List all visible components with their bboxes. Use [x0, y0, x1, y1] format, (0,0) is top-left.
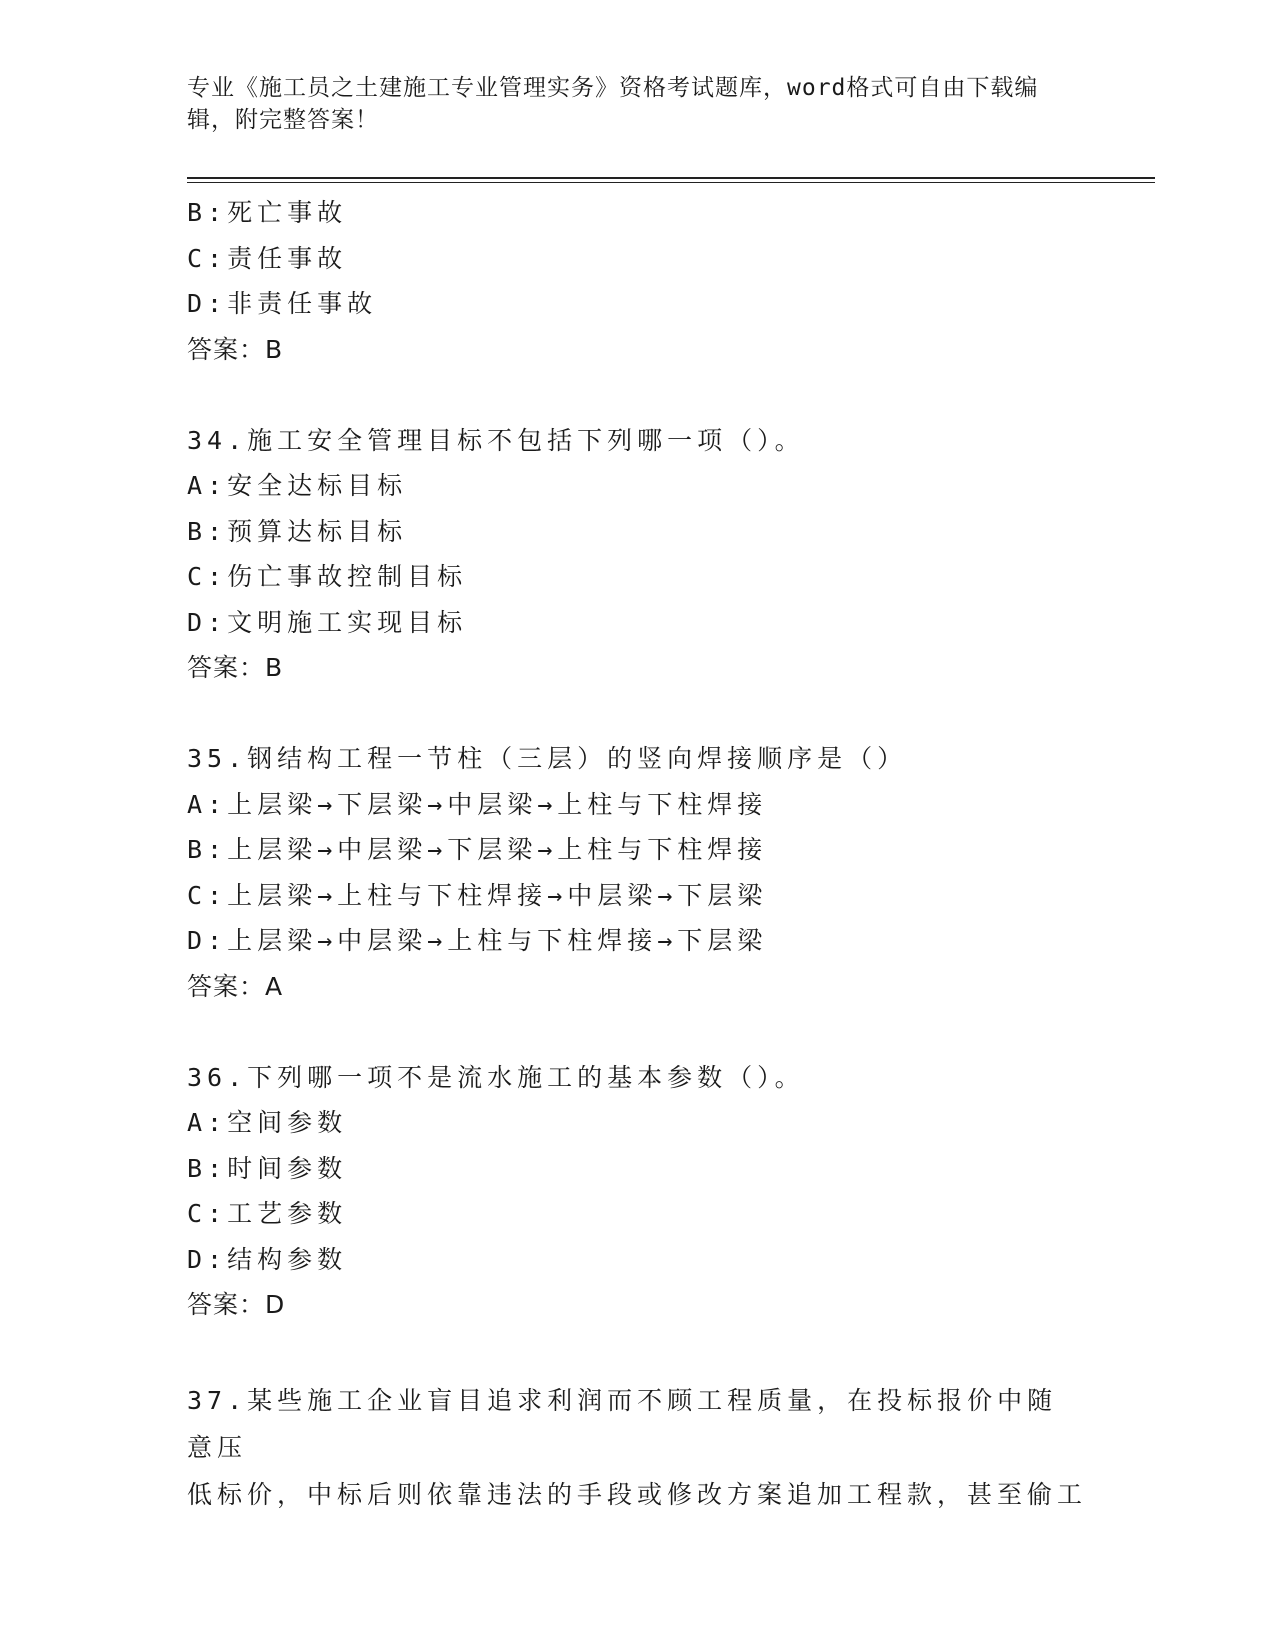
option-a [187, 782, 1147, 828]
option-key: A: [187, 1108, 228, 1137]
option-text: 非责任事故 [227, 289, 378, 318]
question-stem: 34.施工安全管理目标不包括下列哪一项（）。 [187, 425, 805, 455]
option-text: 伤亡事故控制目标 [227, 562, 468, 591]
document-header [187, 72, 1067, 136]
option-key: C: [187, 562, 228, 591]
option-key: C: [187, 243, 228, 273]
header-divider-thin [187, 182, 1155, 183]
option-key: C: [187, 880, 228, 910]
header-line-1: 专业《施工员之土建施工专业管理实务》资格考试题库，word格式可自由下载编 [187, 75, 1039, 101]
option-key: B: [187, 1153, 228, 1183]
option-text: 死亡事故 [227, 198, 348, 227]
option-key: A: [187, 471, 228, 500]
option-key: B: [187, 835, 228, 864]
question-list [187, 190, 1147, 1518]
option-a [187, 1100, 1147, 1146]
answer: 答案：A [187, 971, 284, 1001]
option-b [187, 827, 1147, 873]
option-c [187, 554, 1147, 600]
option-d [187, 281, 1147, 327]
option-d [187, 918, 1147, 964]
option-key: B: [187, 516, 228, 546]
option-text: 上层梁→上柱与下柱焊接→中层梁→下层梁 [227, 880, 768, 910]
header-line-2: 辑，附完整答案！ [187, 107, 379, 133]
option-text: 结构参数 [227, 1244, 348, 1274]
option-key: D: [187, 607, 228, 637]
question-35 [187, 736, 1147, 1009]
question-37 [187, 1377, 1087, 1518]
option-c [187, 1191, 1147, 1237]
spacer [187, 1328, 1147, 1374]
option-a [187, 463, 1147, 509]
question-stem-line-1: 37.某些施工企业盲目追求利润而不顾工程质量，在投标报价中随意压 [187, 1386, 1058, 1462]
answer: 答案：B [187, 653, 284, 682]
option-d [187, 1237, 1147, 1283]
question-33-tail [187, 190, 1147, 372]
option-text: 文明施工实现目标 [227, 607, 468, 637]
option-b [187, 509, 1147, 555]
option-key: B: [187, 198, 228, 227]
spacer [187, 372, 1147, 418]
option-d [187, 600, 1147, 646]
answer: 答案：B [187, 334, 284, 364]
option-text: 责任事故 [227, 243, 348, 273]
option-c [187, 236, 1147, 282]
option-b [187, 190, 1147, 236]
question-36 [187, 1055, 1147, 1328]
question-34 [187, 418, 1147, 691]
option-key: D: [187, 1244, 228, 1274]
option-key: C: [187, 1199, 228, 1228]
spacer [187, 691, 1147, 737]
option-text: 空间参数 [227, 1108, 348, 1137]
question-stem: 36.下列哪一项不是流水施工的基本参数（）。 [187, 1062, 805, 1092]
option-text: 时间参数 [227, 1153, 348, 1183]
header-divider-thick [187, 177, 1155, 179]
question-stem: 35.钢结构工程一节柱（三层）的竖向焊接顺序是（） [187, 744, 908, 773]
option-key: D: [187, 289, 228, 318]
option-text: 安全达标目标 [227, 471, 408, 500]
option-text: 上层梁→下层梁→中层梁→上柱与下柱焊接 [227, 789, 768, 819]
answer: 答案：D [187, 1290, 286, 1319]
option-key: A: [187, 789, 228, 819]
option-text: 上层梁→中层梁→上柱与下柱焊接→下层梁 [227, 926, 768, 955]
question-stem-line-2: 低标价，中标后则依靠违法的手段或修改方案追加工程款，甚至偷工 [187, 1480, 1088, 1509]
option-text: 预算达标目标 [227, 516, 408, 546]
option-c [187, 873, 1147, 919]
option-b [187, 1146, 1147, 1192]
option-key: D: [187, 926, 228, 955]
option-text: 工艺参数 [227, 1199, 348, 1228]
option-text: 上层梁→中层梁→下层梁→上柱与下柱焊接 [227, 835, 768, 864]
spacer [187, 1009, 1147, 1055]
